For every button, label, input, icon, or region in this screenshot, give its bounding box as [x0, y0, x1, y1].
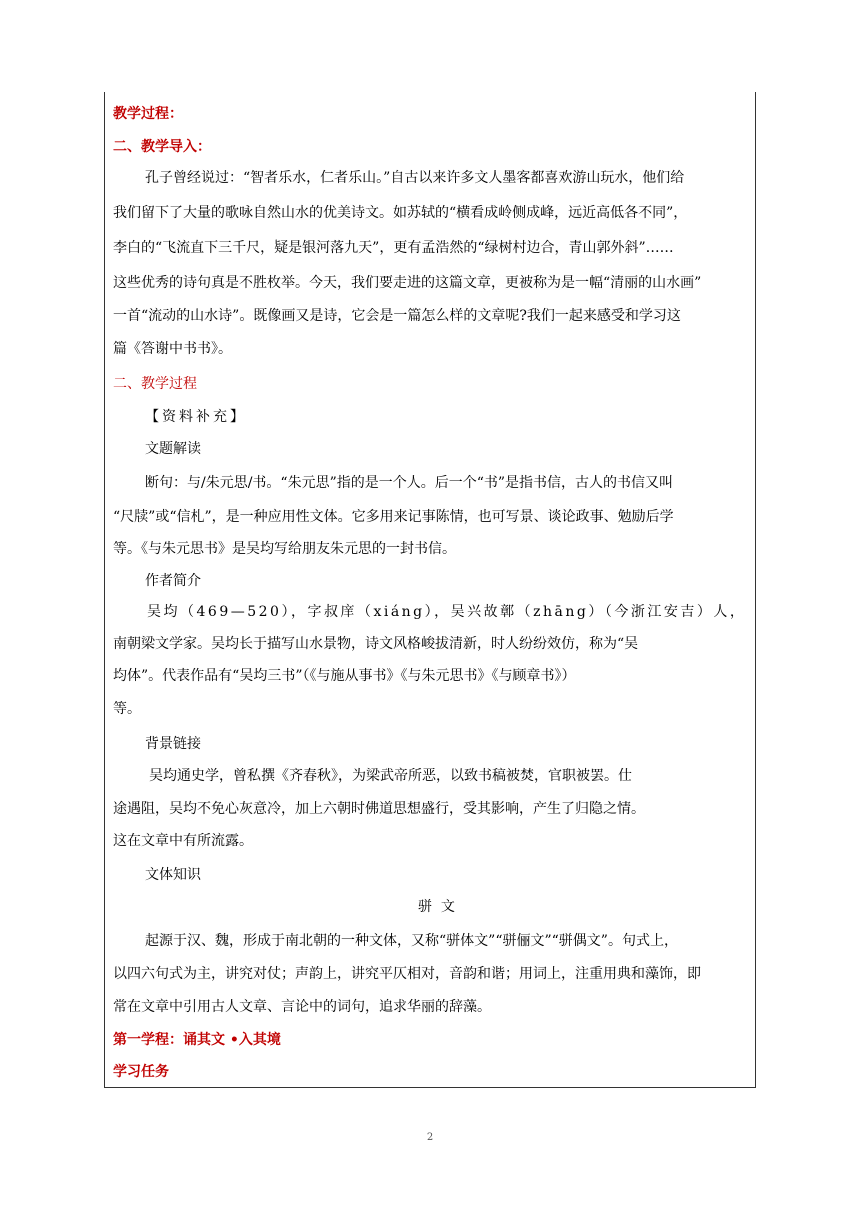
author-line: 南朝梁文学家。吴均长于描写山水景物，诗文风格峻拔清新，时人纷纷效仿，称为“吴: [113, 636, 639, 652]
background-line: 吴均通史学，曾私撰《齐春秋》，为梁武帝所恶，以致书稿被焚，官职被罢。仕: [149, 768, 632, 784]
heading-teaching-process-2: 二、教学过程: [113, 376, 197, 392]
title-reading-line: 断句：与/朱元思/书。“朱元思”指的是一个人。后一个“书”是指书信，古人的书信又叫: [145, 475, 674, 491]
intro-line: 篇《答谢中书书》。: [113, 341, 232, 357]
title-reading-line: 等。《与朱元思书》是吴均写给朋友朱元思的一封书信。: [113, 541, 456, 557]
intro-line: 这些优秀的诗句真是不胜枚举。今天，我们要走进的这篇文章，更被称为是一幅“清丽的山水画”: [113, 275, 702, 291]
heading-stage-1: 第一学程：诵其文 •入其境: [113, 1032, 281, 1048]
genre-label: 文体知识: [145, 867, 201, 883]
intro-line: 李白的“飞流直下三千尺，疑是银河落九天”，更有孟浩然的“绿树村边合，青山郭外斜”……: [113, 240, 674, 256]
genre-line: 常在文章中引用古人文章、言论中的词句，追求华丽的辞藻。: [113, 999, 491, 1015]
author-label: 作者简介: [145, 573, 201, 589]
supplement-label: 【资料补充】: [145, 409, 247, 425]
background-line: 途遇阻，吴均不免心灰意冷，加上六朝时佛道思想盛行，受其影响，产生了归隐之情。: [113, 801, 645, 817]
author-line: 等。: [113, 701, 141, 717]
background-line: 这在文章中有所流露。: [113, 833, 253, 849]
author-line: 均体”。代表作品有“吴均三书”（《与施从事书》《与朱元思书》《与顾章书》）: [113, 668, 576, 684]
heading-teaching-intro: 二、教学导入：: [113, 139, 211, 155]
page-number: 2: [426, 1132, 434, 1143]
title-reading-line: “尺牍”或“信札”，是一种应用性文体。它多用来记事陈情，也可写景、谈论政事、勉励后学: [113, 509, 674, 525]
genre-line: 以四六句式为主，讲究对仗；声韵上，讲究平仄相对，音韵和谐；用词上，注重用典和藻饰，即: [113, 966, 701, 982]
heading-teaching-process: 教学过程：: [113, 106, 183, 122]
heading-learning-task: 学习任务: [113, 1064, 169, 1080]
intro-line: 我们留下了大量的歌咏自然山水的优美诗文。如苏轼的“横看成岭侧成峰，远近高低各不同”，: [113, 205, 688, 221]
intro-line: 一首“流动的山水诗”。既像画又是诗，它会是一篇怎么样的文章呢?我们一起来感受和学习这: [113, 308, 681, 324]
genre-line: 起源于汉、魏，形成于南北朝的一种文体，又称“骈体文”“骈俪文”“骈偶文”。句式上，: [145, 933, 678, 949]
title-reading-label: 文题解读: [145, 441, 201, 457]
author-line: 吴均（469—520），字叔庠（xiáng），吴兴故鄣（zhāng）（今浙江安吉）人，: [147, 604, 747, 620]
genre-title: 骈 文: [418, 899, 455, 915]
intro-line: 孔子曾经说过：“智者乐水，仁者乐山。”自古以来许多文人墨客都喜欢游山玩水，他们给: [145, 170, 685, 186]
background-label: 背景链接: [145, 736, 201, 752]
